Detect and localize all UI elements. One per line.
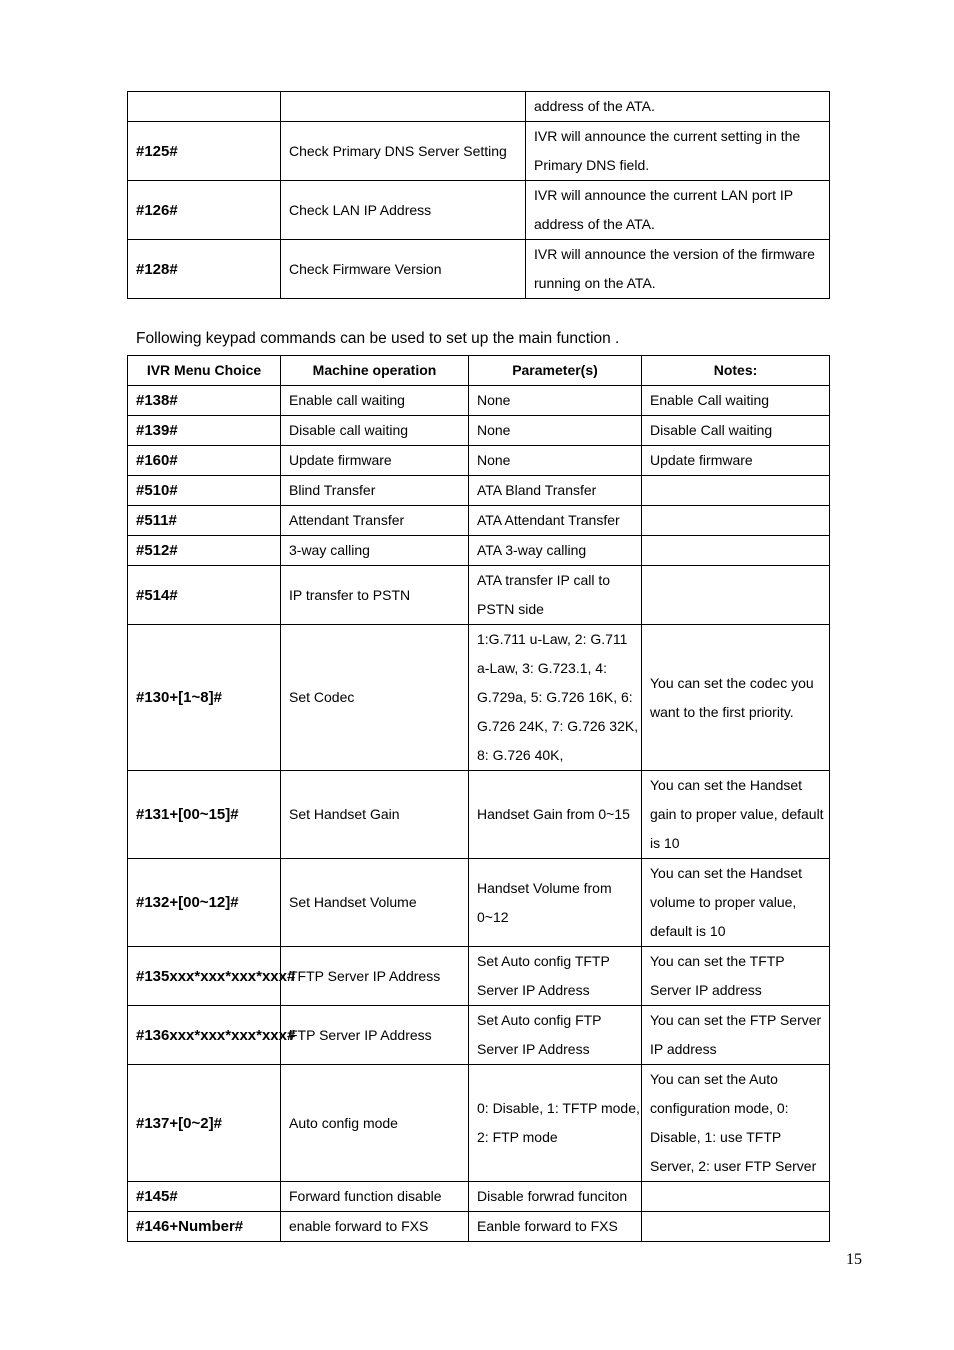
table-row bbox=[128, 566, 830, 625]
machine-operation: TFTP Server IP Address bbox=[281, 947, 469, 1006]
parameters: None bbox=[469, 446, 642, 476]
page-number: 15 bbox=[846, 1251, 862, 1268]
parameters: 1:G.711 u-Law, 2: G.711 a-Law, 3: G.723.1, 4: G.729a, 5: G.726 16K, 6: G.726 24K, 7: G.726 32K, 8: G.726 40K, bbox=[469, 625, 642, 771]
machine-operation: Auto config mode bbox=[281, 1065, 469, 1182]
parameters: ATA Attendant Transfer bbox=[469, 506, 642, 536]
table-row bbox=[128, 536, 830, 566]
notes bbox=[642, 1182, 830, 1212]
command-code bbox=[128, 92, 281, 122]
notes: You can set the codec you want to the first priority. bbox=[642, 625, 830, 771]
table-row bbox=[128, 1065, 830, 1182]
notes bbox=[642, 566, 830, 625]
parameters: None bbox=[469, 386, 642, 416]
notes: You can set the Handset gain to proper value, default is 10 bbox=[642, 771, 830, 859]
table-row bbox=[128, 181, 830, 240]
command-code: #126# bbox=[128, 181, 281, 240]
parameters: None bbox=[469, 416, 642, 446]
machine-operation: enable forward to FXS bbox=[281, 1212, 469, 1242]
machine-operation: FTP Server IP Address bbox=[281, 1006, 469, 1065]
table-row bbox=[128, 476, 830, 506]
parameters: Eanble forward to FXS bbox=[469, 1212, 642, 1242]
machine-operation: 3-way calling bbox=[281, 536, 469, 566]
command-code: #131+[00~15]# bbox=[128, 771, 281, 859]
table-row bbox=[128, 240, 830, 299]
table-row bbox=[128, 771, 830, 859]
machine-operation: Check Firmware Version bbox=[281, 240, 526, 299]
intro-text: Following keypad commands can be used to set up the main function . bbox=[136, 330, 620, 347]
command-code: #135xxx*xxx*xxx*xxx# bbox=[128, 947, 281, 1006]
table-row bbox=[128, 1182, 830, 1212]
notes bbox=[642, 1212, 830, 1242]
notes: You can set the TFTP Server IP address bbox=[642, 947, 830, 1006]
machine-operation: IP transfer to PSTN bbox=[281, 566, 469, 625]
parameters: Disable forwrad funciton bbox=[469, 1182, 642, 1212]
command-code: #125# bbox=[128, 122, 281, 181]
parameters: Handset Gain from 0~15 bbox=[469, 771, 642, 859]
column-header: Notes: bbox=[642, 356, 830, 386]
machine-operation: Update firmware bbox=[281, 446, 469, 476]
machine-operation: Check LAN IP Address bbox=[281, 181, 526, 240]
machine-operation: Forward function disable bbox=[281, 1182, 469, 1212]
command-code: #510# bbox=[128, 476, 281, 506]
parameters: ATA Bland Transfer bbox=[469, 476, 642, 506]
notes bbox=[642, 476, 830, 506]
notes: Enable Call waiting bbox=[642, 386, 830, 416]
notes bbox=[642, 506, 830, 536]
column-header: Parameter(s) bbox=[469, 356, 642, 386]
table-header-row bbox=[128, 356, 830, 386]
machine-operation: Blind Transfer bbox=[281, 476, 469, 506]
table-row bbox=[128, 386, 830, 416]
parameters: ATA transfer IP call to PSTN side bbox=[469, 566, 642, 625]
keypad-command-table bbox=[127, 355, 830, 1242]
machine-operation: Attendant Transfer bbox=[281, 506, 469, 536]
column-header: Machine operation bbox=[281, 356, 469, 386]
machine-operation: Set Handset Gain bbox=[281, 771, 469, 859]
table-row bbox=[128, 416, 830, 446]
notes: IVR will announce the current LAN port IP address of the ATA. bbox=[526, 181, 830, 240]
table-row bbox=[128, 1212, 830, 1242]
command-code: #138# bbox=[128, 386, 281, 416]
machine-operation bbox=[281, 92, 526, 122]
command-code: #514# bbox=[128, 566, 281, 625]
command-code: #139# bbox=[128, 416, 281, 446]
parameters: ATA 3-way calling bbox=[469, 536, 642, 566]
parameters: Set Auto config FTP Server IP Address bbox=[469, 1006, 642, 1065]
parameters: Set Auto config TFTP Server IP Address bbox=[469, 947, 642, 1006]
table-row bbox=[128, 625, 830, 771]
top-command-table bbox=[127, 91, 830, 299]
notes: IVR will announce the current setting in the Primary DNS field. bbox=[526, 122, 830, 181]
table-row bbox=[128, 506, 830, 536]
table-row bbox=[128, 446, 830, 476]
notes: Update firmware bbox=[642, 446, 830, 476]
command-code: #146+Number# bbox=[128, 1212, 281, 1242]
machine-operation: Enable call waiting bbox=[281, 386, 469, 416]
machine-operation: Check Primary DNS Server Setting bbox=[281, 122, 526, 181]
notes: You can set the Handset volume to proper value, default is 10 bbox=[642, 859, 830, 947]
table-row bbox=[128, 947, 830, 1006]
command-code: #145# bbox=[128, 1182, 281, 1212]
notes: You can set the Auto configuration mode, 0: Disable, 1: use TFTP Server, 2: user FTP Server bbox=[642, 1065, 830, 1182]
command-code: #128# bbox=[128, 240, 281, 299]
machine-operation: Set Handset Volume bbox=[281, 859, 469, 947]
parameters: Handset Volume from 0~12 bbox=[469, 859, 642, 947]
notes: Disable Call waiting bbox=[642, 416, 830, 446]
machine-operation: Disable call waiting bbox=[281, 416, 469, 446]
command-code: #512# bbox=[128, 536, 281, 566]
table-row bbox=[128, 859, 830, 947]
command-code: #160# bbox=[128, 446, 281, 476]
parameters: 0: Disable, 1: TFTP mode, 2: FTP mode bbox=[469, 1065, 642, 1182]
command-code: #132+[00~12]# bbox=[128, 859, 281, 947]
command-code: #511# bbox=[128, 506, 281, 536]
table-row bbox=[128, 122, 830, 181]
notes: address of the ATA. bbox=[526, 92, 830, 122]
column-header: IVR Menu Choice bbox=[128, 356, 281, 386]
notes: IVR will announce the version of the firmware running on the ATA. bbox=[526, 240, 830, 299]
notes bbox=[642, 536, 830, 566]
machine-operation: Set Codec bbox=[281, 625, 469, 771]
notes: You can set the FTP Server IP address bbox=[642, 1006, 830, 1065]
table-row bbox=[128, 1006, 830, 1065]
command-code: #137+[0~2]# bbox=[128, 1065, 281, 1182]
table-row bbox=[128, 92, 830, 122]
command-code: #136xxx*xxx*xxx*xxx# bbox=[128, 1006, 281, 1065]
command-code: #130+[1~8]# bbox=[128, 625, 281, 771]
